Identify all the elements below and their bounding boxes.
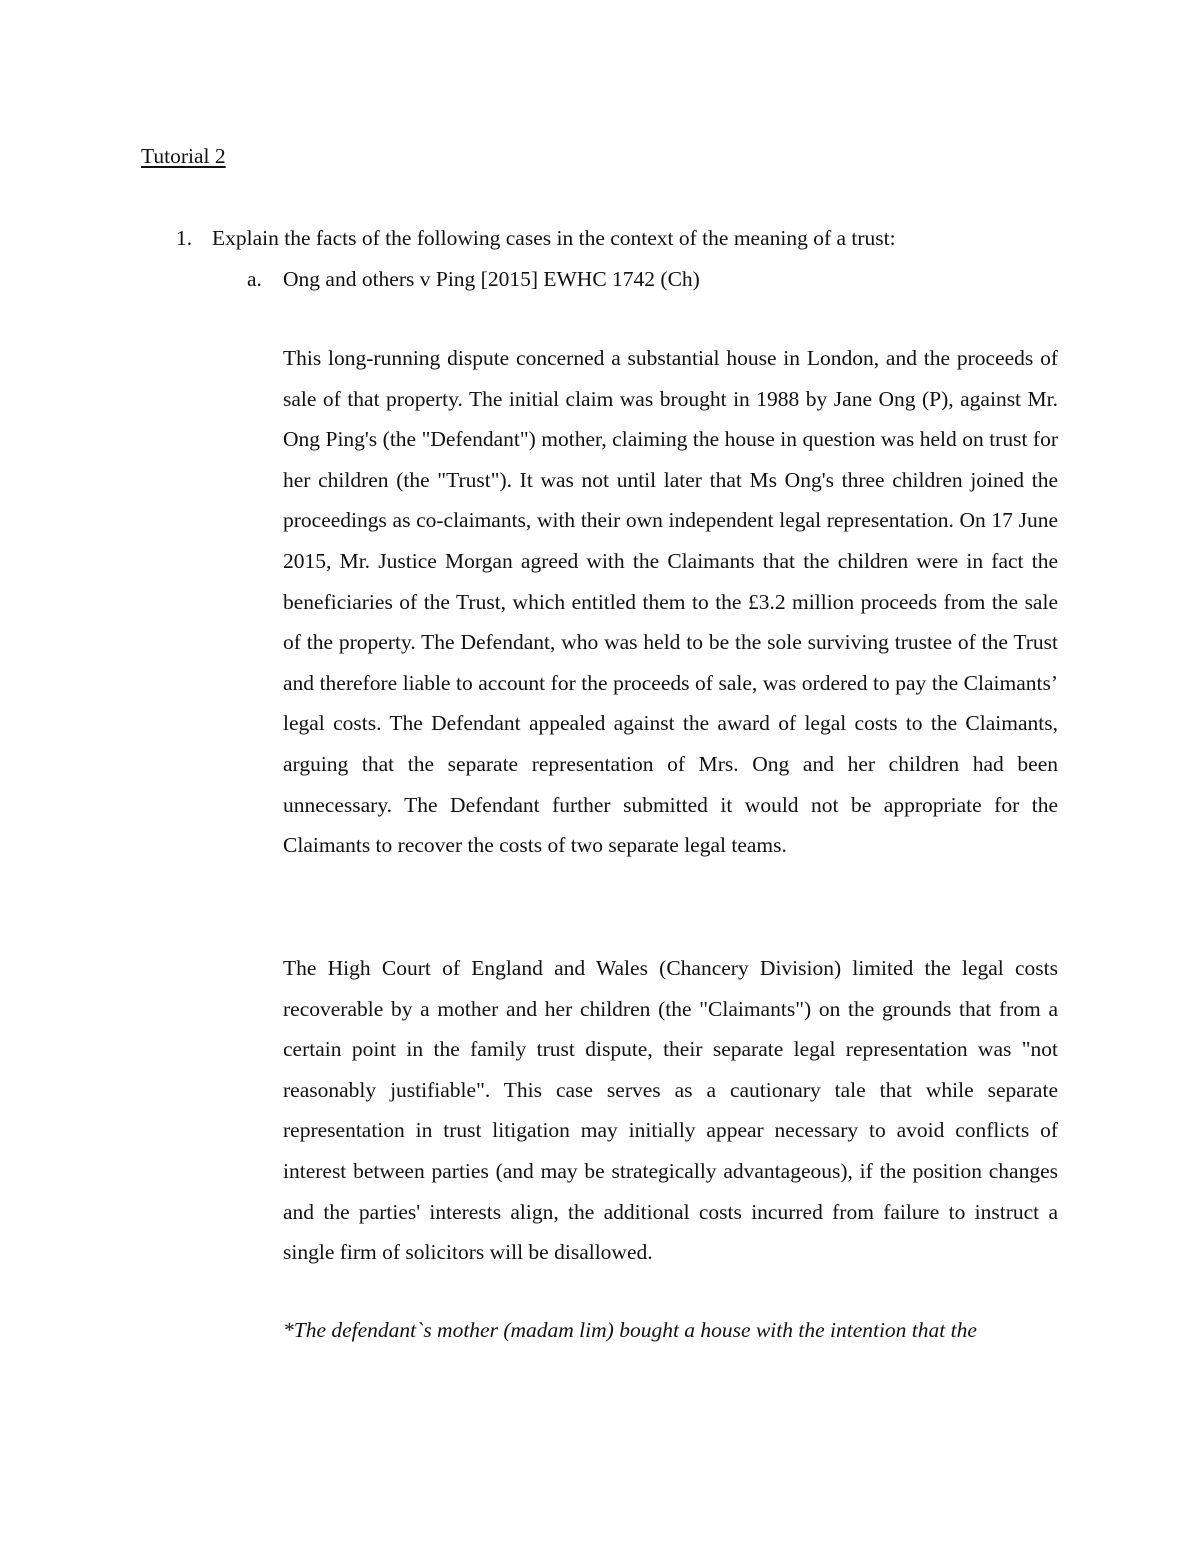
question-number: 1. xyxy=(176,226,193,250)
case-citation: Ong and others v Ping [2015] EWHC 1742 (Ch) xyxy=(283,267,700,291)
handwritten-note-line: *The defendant`s mother (madam lim) bought a house with the intention that the xyxy=(283,1318,977,1342)
case-holding-paragraph: The High Court of England and Wales (Chancery Division) limited the legal costs recoverable by a mother and her children (the "Claimants") on the grounds that from a certain point in the family trust dispute, their separate legal representation was "not reasonably justifiable". This case serves as a cautionary tale that while separate representation in trust litigation may initially appear necessary to avoid conflicts of interest between parties (and may be strategically advantageous), if the position changes and the parties' interests align, the additional costs incurred from failure to instruct a single firm of solicitors will be disallowed. xyxy=(283,956,1058,1265)
case-letter: a. xyxy=(247,267,262,291)
question-text: Explain the facts of the following cases in the context of the meaning of a trust: xyxy=(212,226,896,250)
case-facts-paragraph: This long-running dispute concerned a substantial house in London, and the proceeds of sale of that property. The initial claim was brought in 1988 by Jane Ong (P), against Mr. Ong Ping's (the "Defendant") mother, claiming the house in question was held on trust for her children (the "Trust"). It was not until later that Ms Ong's three children joined the proceedings as co-claimants, with their own independent legal representation. On 17 June 2015, Mr. Justice Morgan agreed with the Claimants that the children were in fact the beneficiaries of the Trust, which entitled them to the £3.2 million proceeds from the sale of the property. The Defendant, who was held to be the sole surviving trustee of the Trust and therefore liable to account for the proceeds of sale, was ordered to pay the Claimants’ legal costs. The Defendant appealed against the award of legal costs to the Claimants, arguing that the separate representation of Mrs. Ong and her children had been unnecessary. The Defendant further submitted it would not be appropriate for the Claimants to recover the costs of two separate legal teams. xyxy=(283,346,1058,858)
page-title: Tutorial 2 xyxy=(141,144,226,168)
